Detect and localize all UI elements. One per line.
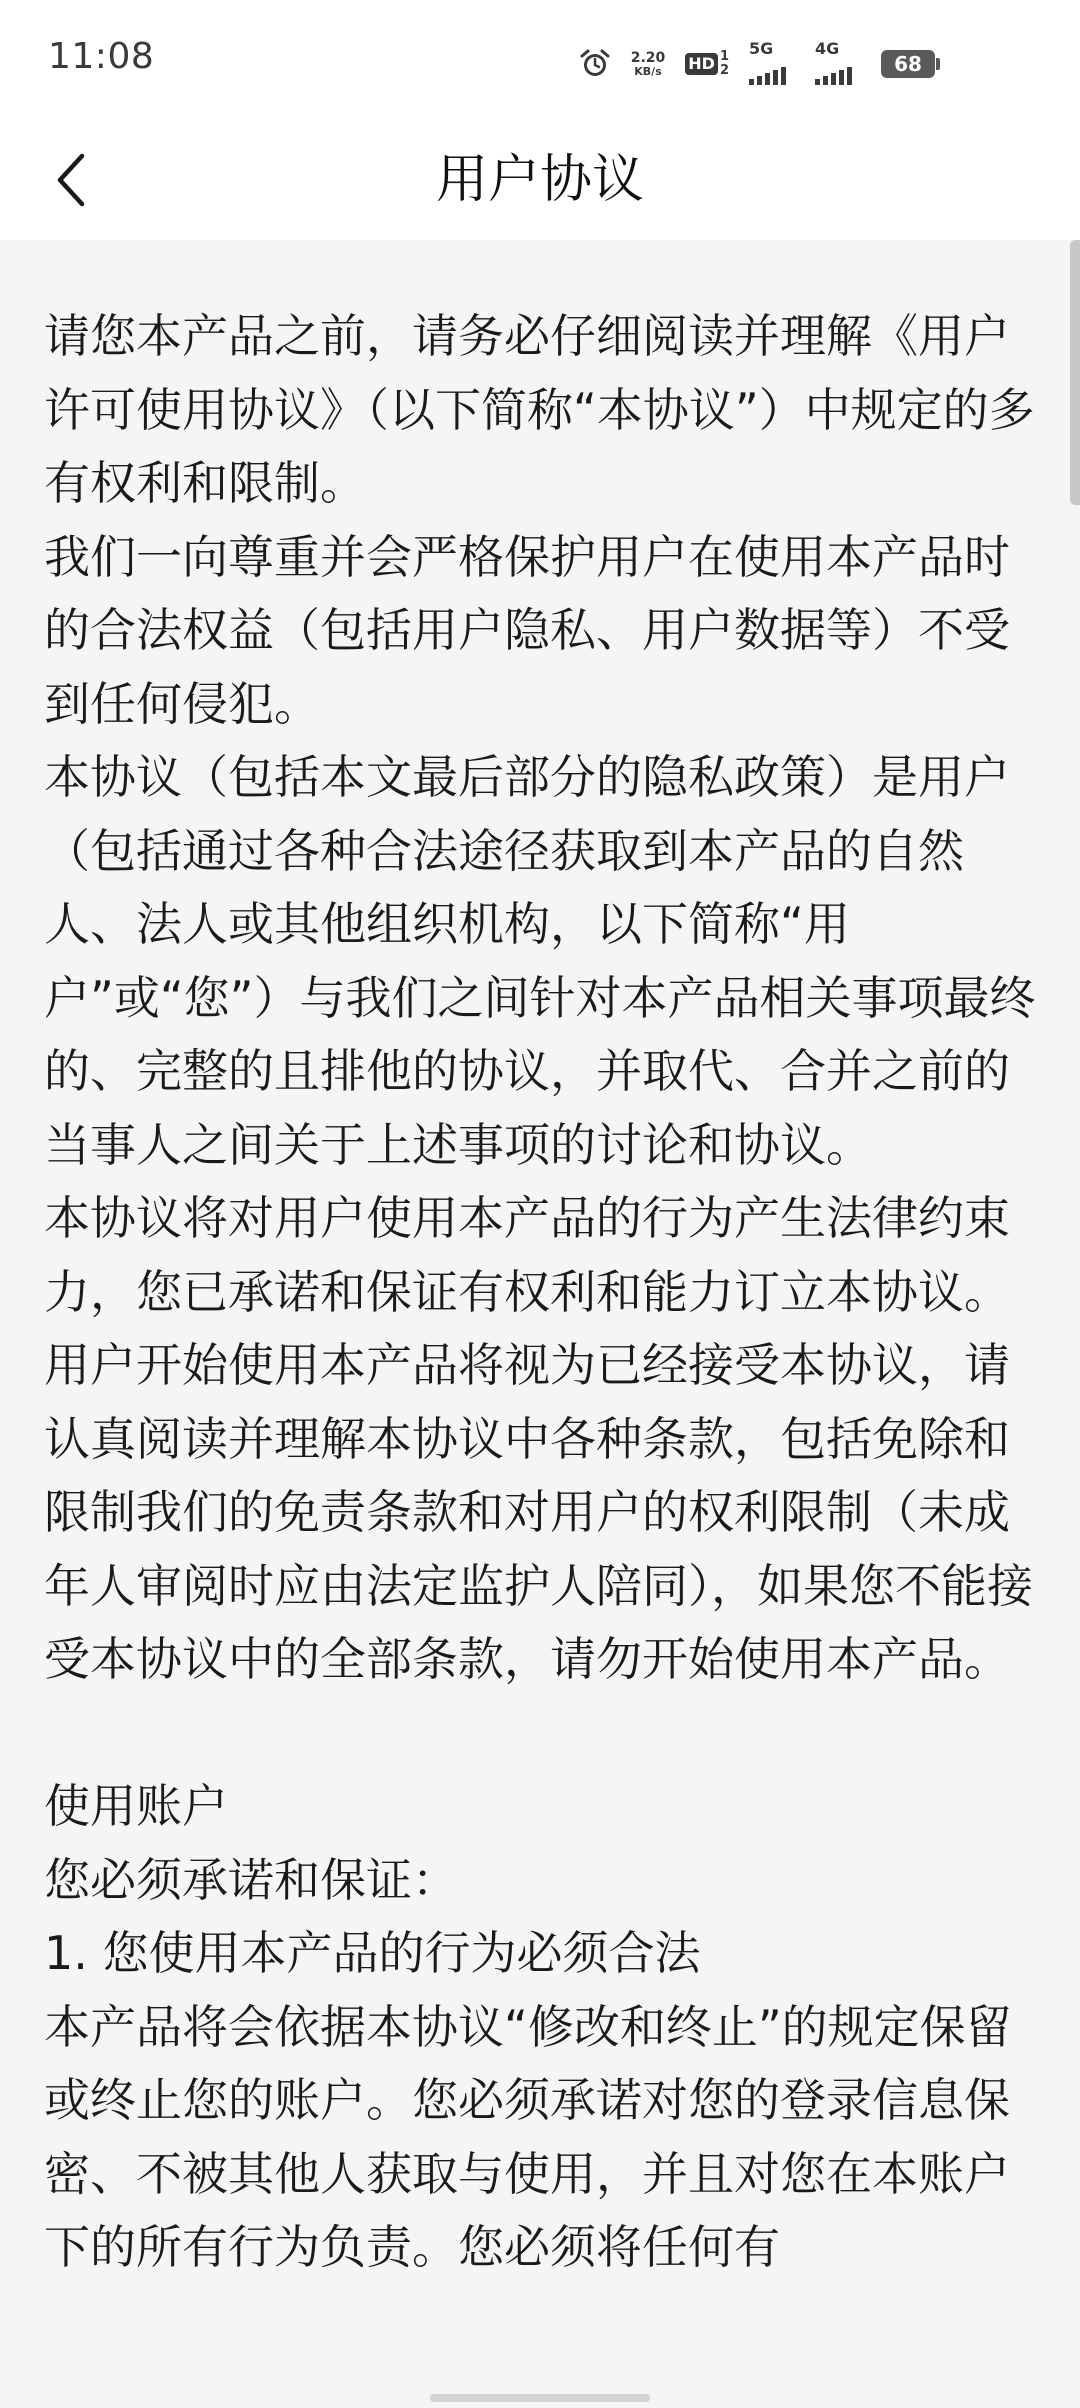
- network-speed: [631, 50, 666, 78]
- status-icons: [579, 39, 940, 84]
- battery-icon: [881, 50, 940, 78]
- section-heading-account: 使用账户: [44, 1779, 228, 1833]
- hd-sub-top: 1: [719, 49, 729, 64]
- network-speed-unit: KB/s: [634, 65, 662, 78]
- paragraph-privacy-respect: 我们一向尊重并会严格保护用户在使用本产品时的合法权益（包括用户隐私、用户数据等）不受到任何侵犯。: [44, 529, 1010, 731]
- paragraph-spacer: [44, 1697, 1044, 1771]
- signal-4g-icon: [815, 39, 861, 85]
- network-speed-value: 2.20: [630, 50, 666, 66]
- battery-level: 68: [881, 50, 935, 78]
- hd-sub-bottom: 2: [719, 63, 729, 78]
- hd-label: HD: [685, 53, 718, 75]
- agreement-content[interactable]: [0, 240, 1080, 2408]
- app-header: [0, 120, 1080, 240]
- status-bar: [0, 0, 1080, 120]
- agreement-text: [44, 300, 1044, 2285]
- signal-5g-label: 5G: [749, 39, 774, 58]
- hd-volte-icon: [685, 50, 729, 78]
- signal-4g-label: 4G: [815, 39, 840, 58]
- paragraph-must-promise: 您必须承诺和保证：: [44, 1852, 458, 1907]
- page-title: 用户协议: [435, 150, 644, 210]
- paragraph-binding: 本协议将对用户使用本产品的行为产生法律约束力，您已承诺和保证有权利和能力订立本协议。用户开始使用本产品将视为已经接受本协议，请认真阅读并理解本协议中各种条款，包括免除和限制我们的免责条款和对用户的权利限制（未成年人审阅时应由法定监护人陪同），如果您不能接受本协议中的全部条款，请勿开始使用本产品。: [44, 1191, 1033, 1686]
- alarm-icon: [579, 48, 611, 80]
- list-item-1: 1. 您使用本产品的行为必须合法: [44, 1926, 701, 1980]
- status-time: 11:08: [48, 36, 155, 77]
- paragraph-scope: 本协议（包括本文最后部分的隐私政策）是用户（包括通过各种合法途径获取到本产品的自然人、法人或其他组织机构，以下简称“用户”或“您”）与我们之间针对本产品相关事项最终的、完整的且排他的协议，并取代、合并之前的当事人之间关于上述事项的讨论和协议。: [44, 750, 1036, 1172]
- home-indicator[interactable]: [430, 2394, 650, 2402]
- paragraph-intro: 请您本产品之前，请务必仔细阅读并理解《用户许可使用协议》（以下简称“本协议”）中规定的多有权利和限制。: [44, 309, 1035, 510]
- scrollbar[interactable]: [1070, 240, 1080, 505]
- signal-5g-icon: [749, 39, 795, 85]
- paragraph-account-terms: 本产品将会依据本协议“修改和终止”的规定保留或终止您的账户。您必须承诺对您的登录信息保密、不被其他人获取与使用，并且对您在本账户下的所有行为负责。您必须将任何有: [44, 1999, 1012, 2274]
